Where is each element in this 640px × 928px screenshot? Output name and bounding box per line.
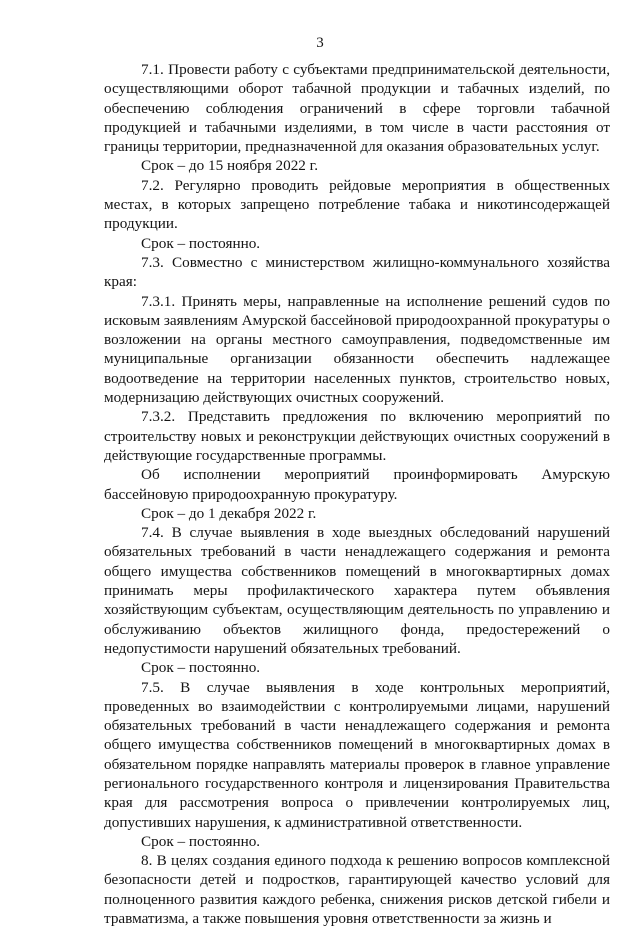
paragraph-7-2: 7.2. Регулярно проводить рейдовые мероприятия в общественных местах, в которых запрещено потребление табака и никотинсодержащей продукции. [104, 176, 610, 233]
deadline-7-3: Срок – до 1 декабря 2022 г. [141, 504, 317, 522]
paragraph-7-3-1: 7.3.1. Принять меры, направленные на исполнение решений судов по исковым заявлениям Амурской бассейновой природоохранной прокуратуры о возложении на органы местного самоуправления, подведомственные им муниципальные организации обязанности обеспечить надлежащее водоотведение на территории населенных пунктов, строительство новых, модернизацию действующих очистных сооружений. [104, 292, 610, 407]
paragraph-7-4: 7.4. В случае выявления в ходе выездных обследований нарушений обязательных требований в части ненадлежащего содержания и ремонта общего имущества собственников помещений в многоквартирных домах принимать меры профилактического характера путем объявления хозяйствующим субъектам, осуществляющим деятельность по управлению и обслуживанию объектов жилищного фонда, предостережений о недопустимости нарушений обязательных требований. [104, 524, 610, 657]
deadline-7-1: Срок – до 15 ноября 2022 г. [141, 157, 318, 175]
page-number: 3 [316, 35, 324, 51]
deadline-7-2: Срок – постоянно. [141, 234, 261, 252]
paragraph-7-3-report: Об исполнении мероприятий проинформировать Амурскую бассейновую природоохранную прокуратуру. [104, 466, 610, 503]
deadline-7-4: Срок – постоянно. [141, 659, 261, 677]
paragraph-7-3-2: 7.3.2. Представить предложения по включению мероприятий по строительству новых и реконструкции действующих очистных сооружений в действующие государственные программы. [104, 408, 610, 464]
paragraph-7-1: 7.1. Провести работу с субъектами предпринимательской деятельности, осуществляющими оборот табачной продукции и табачных изделий, по обеспечению соблюдения ограничений в сфере торговли табачной продукцией и табачными изделиями, в том числе в части расстояния от границы территории, предназначенной для оказания образовательных услуг. [104, 61, 610, 156]
paragraph-8: 8. В целях создания единого подхода к решению вопросов комплексной безопасности детей и подростков, гарантирующей качество условий для полноценного развития каждого ребенка, снижения рисков детской гибели и травматизма, а также повышения уровня ответственности за жизнь и [104, 852, 610, 928]
paragraph-7-5: 7.5. В случае выявления в ходе контрольных мероприятий, проведенных во взаимодействии с контролируемыми лицами, нарушений обязательных требований в части ненадлежащего содержания и ремонта общего имущества собственников помещений в многоквартирных домах в обязательном порядке направлять материалы проверок в главное управление регионального государственного контроля и лицензирования Правительства края для рассмотрения вопроса о привлечении контролируемых лиц, допустивших нарушения, к административной ответственности. [104, 678, 610, 831]
deadline-7-5: Срок – постоянно. [141, 832, 261, 850]
document-body [104, 60, 610, 928]
paragraph-7-3: 7.3. Совместно с министерством жилищно-коммунального хозяйства края: [104, 253, 610, 291]
